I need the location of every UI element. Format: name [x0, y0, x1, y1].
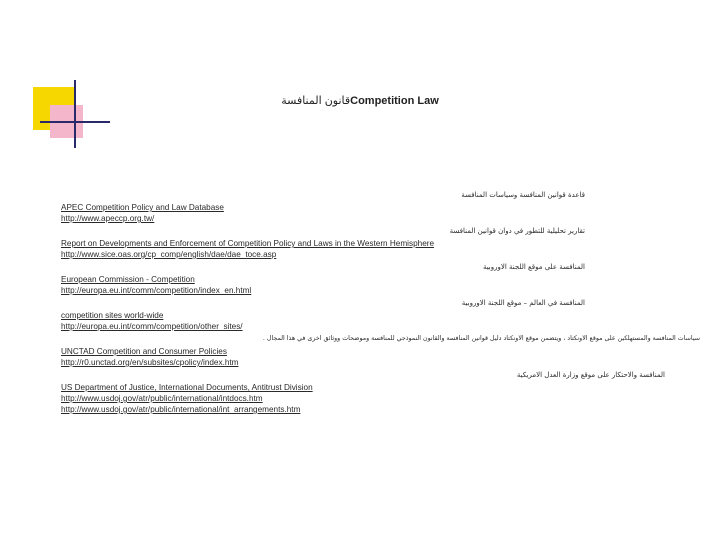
arabic-description: المنافسة والاحتكار على موقع وزارة العدل الامريكية — [516, 371, 665, 379]
resource-link[interactable]: APEC Competition Policy and Law Database — [61, 203, 224, 212]
resource-url[interactable]: http://www.sice.oas.org/cp_comp/english/dae/dae_toce.asp — [61, 250, 277, 259]
resource-url[interactable]: http://r0.unctad.org/en/subsites/cpolicy/index.htm — [61, 358, 239, 367]
resource-link[interactable]: European Commission - Competition — [61, 275, 195, 284]
decorative-horizontal-line — [40, 121, 110, 123]
arabic-description: المنافسة في العالم – موقع اللجنة الاوروبية — [461, 299, 585, 307]
arabic-description: قاعدة قوانين المنافسة وسياسات المنافسة — [461, 191, 585, 199]
resource-link[interactable]: UNCTAD Competition and Consumer Policies — [61, 347, 227, 356]
arabic-description: المنافسة على موقع اللجنة الاوروبية — [482, 263, 585, 271]
arabic-description: سياسات المنافسة والمستهلكين على موقع الاونكتاد ، ويتضمن موقع الاونكتاد دليل قوانين المنافسة والقانون النموذجي للمنافسة وموضحات ووثائق اخرى في هذا المجال . — [262, 335, 700, 342]
resource-url[interactable]: http://www.usdoj.gov/atr/public/international/intdocs.htm — [61, 394, 263, 403]
resource-url[interactable]: http://www.usdoj.gov/atr/public/international/int_arrangements.htm — [61, 405, 301, 414]
slide-title — [0, 94, 720, 107]
resource-link[interactable]: Report on Developments and Enforcement of Competition Policy and Laws in the Western Hemisphere — [61, 239, 435, 248]
decorative-vertical-line — [74, 80, 76, 148]
resource-link[interactable]: US Department of Justice, International Documents, Antitrust Division — [61, 383, 313, 392]
title-arabic: قانون المنافسة — [281, 95, 351, 107]
resource-url[interactable]: http://www.apeccp.org.tw/ — [61, 214, 155, 223]
resource-url[interactable]: http://europa.eu.int/comm/competition/index_en.html — [61, 286, 252, 295]
resource-link[interactable]: competition sites world-wide — [61, 311, 164, 320]
resource-url[interactable]: http://europa.eu.int/comm/competition/other_sites/ — [61, 322, 243, 331]
arabic-description: تقارير تحليلية للتطور في دوان قوانين المنافسة — [449, 227, 585, 235]
title-english: Competition Law — [350, 95, 439, 107]
